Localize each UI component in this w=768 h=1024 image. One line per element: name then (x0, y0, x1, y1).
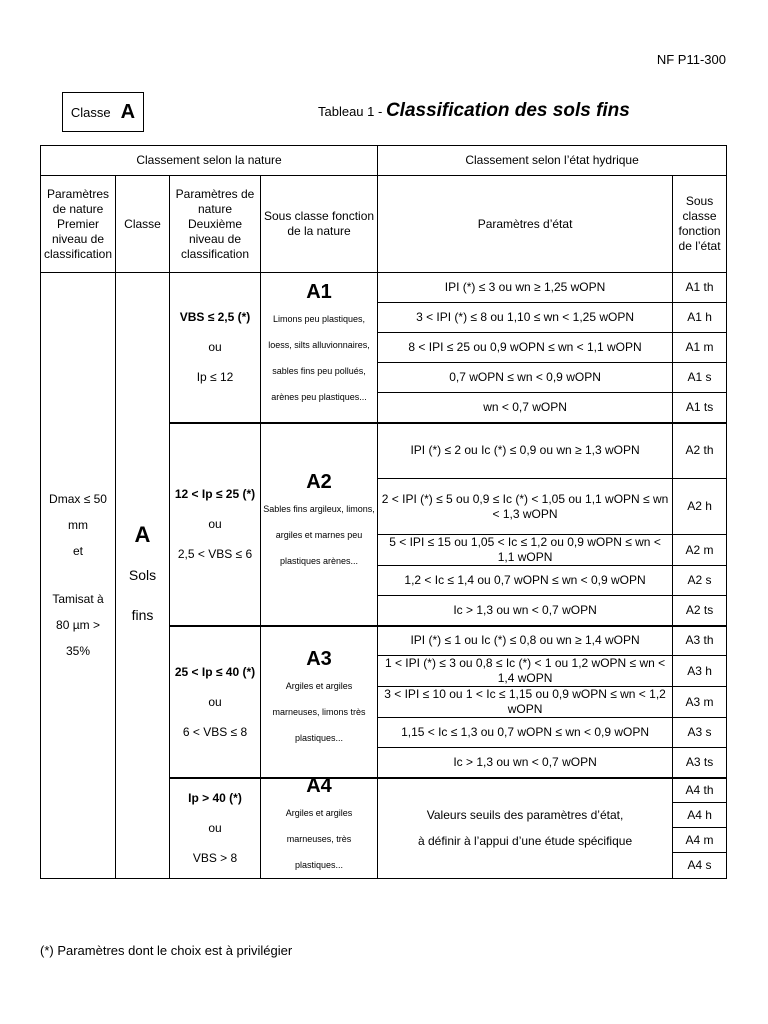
etat-criteria-a4 (378, 778, 673, 879)
classification-table (40, 145, 727, 879)
a4-criteria-line1: Valeurs seuils des paramètres d’état, (426, 808, 624, 822)
etat-sousclasse: A4 m (673, 828, 727, 853)
col-header-param1: Paramètres de nature Premier niveau de classification (41, 176, 116, 273)
etat-sousclasse: A3 s (673, 718, 727, 748)
etat-sousclasse: A4 h (673, 803, 727, 828)
sousclasse-symbol: A1 (306, 280, 332, 303)
etat-sousclasse: A1 ts (673, 393, 727, 423)
etat-criteria: 0,7 wOPN ≤ wn < 0,9 wOPN (378, 363, 673, 393)
a4-criteria-line2: à définir à l’appui d’une étude spécifique (417, 834, 633, 848)
col-header-sousclasse-nature: Sous classe fonction de la nature (261, 176, 378, 273)
etat-sousclasse: A2 th (673, 423, 727, 479)
norm-reference: NF P11-300 (656, 52, 726, 67)
etat-sousclasse: A3 th (673, 626, 727, 656)
sousclasse-description: Sables fins argileux, limons, argiles et marnes peu plastiques arènes... (263, 503, 375, 566)
first-level-line4: Tamisat à (52, 592, 104, 607)
spacer (43, 564, 113, 586)
param2-a1 (170, 273, 261, 423)
first-level-line1: Dmax ≤ 50 (49, 492, 107, 507)
sousclasse-nature-a3 (261, 626, 378, 778)
page-title (318, 100, 630, 122)
etat-criteria: 1 < IPI (*) ≤ 3 ou 0,8 ≤ Ic (*) < 1 ou 1,2 wOPN ≤ wn < 1,4 wOPN (378, 656, 673, 687)
param2-line1: VBS ≤ 2,5 (*) (179, 310, 251, 325)
etat-sousclasse: A2 s (673, 566, 727, 596)
first-level-line2: mm (68, 518, 88, 533)
etat-criteria: 3 < IPI ≤ 10 ou 1 < Ic ≤ 1,15 ou 0,9 wOPN ≤ wn < 1,2 wOPN (378, 687, 673, 718)
param2-line2: ou (208, 340, 222, 355)
param2-line1: Ip > 40 (*) (188, 791, 242, 805)
param2-a4 (170, 778, 261, 879)
group-header-hydrique: Classement selon l’état hydrique (378, 146, 727, 176)
etat-criteria: 8 < IPI ≤ 25 ou 0,9 wOPN ≤ wn < 1,1 wOPN (378, 333, 673, 363)
etat-sousclasse: A3 h (673, 656, 727, 687)
etat-criteria: IPI (*) ≤ 3 ou wn ≥ 1,25 wOPN (378, 273, 673, 303)
classe-letter: A (134, 522, 151, 548)
first-level-line5: 80 µm > 35% (56, 618, 100, 659)
col-header-param-etat: Paramètres d’état (378, 176, 673, 273)
sousclasse-nature-a4 (261, 774, 378, 879)
param2-line3: VBS > 8 (192, 851, 238, 865)
param2-line3: 6 < VBS ≤ 8 (182, 724, 248, 739)
param2-line1: 25 < Ip ≤ 40 (*) (174, 664, 256, 679)
sousclasse-description: Limons peu plastiques, loess, silts alluvionnaires, sables fins peu pollués, arènes peu plastiques... (268, 313, 370, 402)
etat-criteria: IPI (*) ≤ 2 ou Ic (*) ≤ 0,9 ou wn ≥ 1,3 wOPN (378, 423, 673, 479)
title-prefix: Tableau 1 - (318, 104, 386, 119)
param2-line2: ou (208, 694, 222, 709)
first-level-criteria (41, 273, 116, 879)
param2-a3 (170, 626, 261, 778)
etat-sousclasse: A1 th (673, 273, 727, 303)
param2-line3: 2,5 < VBS ≤ 6 (177, 547, 253, 561)
etat-sousclasse: A1 m (673, 333, 727, 363)
classe-box (62, 92, 144, 132)
classe-cell (116, 273, 170, 879)
etat-criteria: 1,15 < Ic ≤ 1,3 ou 0,7 wOPN ≤ wn < 0,9 wOPN (378, 718, 673, 748)
sousclasse-nature-a1 (261, 273, 378, 423)
col-header-sousclasse-etat: Sous classe fonction de l’état (673, 176, 727, 273)
etat-criteria: Ic > 1,3 ou wn < 0,7 wOPN (378, 596, 673, 626)
classe-label: Classe (70, 104, 111, 120)
etat-sousclasse: A1 s (673, 363, 727, 393)
etat-criteria: 5 < IPI ≤ 15 ou 1,05 < Ic ≤ 1,2 ou 0,9 wOPN ≤ wn < 1,1 wOPN (378, 535, 673, 566)
param2-a2 (170, 423, 261, 626)
col-header-classe: Classe (116, 176, 170, 273)
table-row (41, 273, 727, 303)
first-level-line3: et (72, 544, 83, 559)
footnote: (*) Paramètres dont le choix est à privilégier (40, 943, 293, 958)
etat-sousclasse: A2 ts (673, 596, 727, 626)
etat-sousclasse: A4 s (673, 853, 727, 878)
sousclasse-nature-a2 (261, 423, 378, 626)
etat-criteria: wn < 0,7 wOPN (378, 393, 673, 423)
etat-criteria: 3 < IPI (*) ≤ 8 ou 1,10 ≤ wn < 1,25 wOPN (378, 303, 673, 333)
etat-criteria: Ic > 1,3 ou wn < 0,7 wOPN (378, 748, 673, 778)
etat-criteria: IPI (*) ≤ 1 ou Ic (*) ≤ 0,8 ou wn ≥ 1,4 wOPN (378, 626, 673, 656)
classe-value: A (120, 100, 136, 123)
etat-sousclasse: A4 th (673, 778, 727, 803)
etat-sousclasse: A2 m (673, 535, 727, 566)
etat-criteria: 2 < IPI (*) ≤ 5 ou 0,9 ≤ Ic (*) < 1,05 ou 1,1 wOPN ≤ wn < 1,3 wOPN (378, 479, 673, 535)
group-header-nature: Classement selon la nature (41, 146, 378, 176)
sousclasse-symbol: A3 (306, 648, 332, 670)
etat-sousclasse: A3 ts (673, 748, 727, 778)
sousclasse-description: Argiles et argiles marneuses, très plastiques... (285, 807, 353, 870)
sousclasse-description: Argiles et argiles marneuses, limons très plastiques... (272, 681, 366, 743)
etat-sousclasse: A3 m (673, 687, 727, 718)
etat-criteria: 1,2 < Ic ≤ 1,4 ou 0,7 wOPN ≤ wn < 0,9 wOPN (378, 566, 673, 596)
etat-sousclasse: A2 h (673, 479, 727, 535)
col-header-param2: Paramètres de nature Deuxième niveau de classification (170, 176, 261, 273)
classe-name: Sols fins (128, 567, 157, 624)
sousclasse-symbol: A4 (306, 774, 332, 797)
param2-line2: ou (208, 821, 222, 835)
param2-line1: 12 < Ip ≤ 25 (*) (174, 487, 256, 501)
sousclasse-symbol: A2 (306, 470, 332, 493)
param2-line3: Ip ≤ 12 (196, 370, 234, 385)
title-main: Classification des sols fins (385, 100, 630, 121)
etat-sousclasse: A1 h (673, 303, 727, 333)
param2-line2: ou (208, 517, 222, 531)
